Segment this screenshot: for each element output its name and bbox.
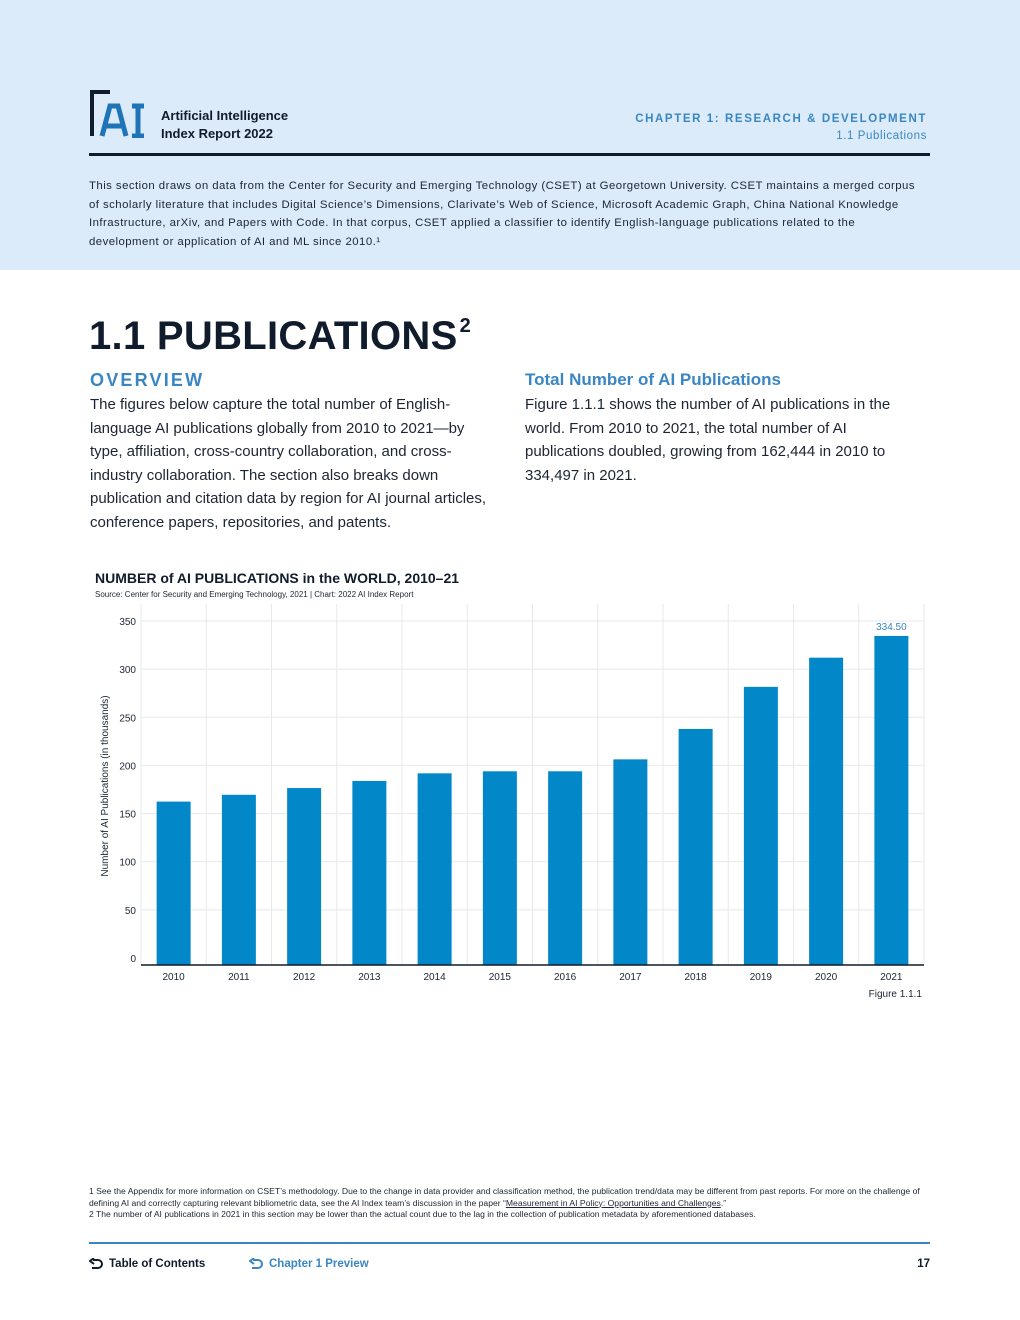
bar-2013 [352,781,386,965]
chapter-heading [635,111,927,144]
footnote-1 [89,1186,929,1209]
data-label-2021: 334.50 [876,621,907,633]
footer [89,1256,930,1272]
header-divider [89,153,930,156]
page-title [89,302,471,360]
x-tick-label: 2020 [815,972,838,983]
footer-divider [89,1242,930,1244]
x-tick-label: 2016 [554,972,577,983]
return-arrow-icon [89,1258,103,1271]
x-tick-label: 2010 [162,972,185,983]
x-tick-label: 2014 [423,972,446,983]
bar-2017 [613,759,647,965]
footnote-1-text: 1 See the Appendix for more information on CSET’s methodology. Due to the change in data provider and classification method, the publication trend/data may be different from past reports. For more on the challenge of defining AI and correctly capturing relevant bibliometric data, see the AI Index team’s discussion in the paper “ [89,1186,920,1208]
footnotes [89,1186,929,1221]
bar-2010 [157,802,191,965]
x-tick-label: 2011 [228,972,250,983]
total-publications-column [525,368,920,487]
table-of-contents-link[interactable] [89,1256,205,1272]
return-arrow-icon [249,1258,263,1271]
bar-2019 [744,687,778,965]
title-footnote-marker[interactable]: 2 [459,315,471,337]
report-title-line2: Index Report 2022 [161,126,273,141]
x-tick-label: 2021 [880,972,903,983]
figure-label: Figure 1.1.1 [868,989,922,1000]
bar-2011 [222,795,256,965]
x-tick-label: 2017 [619,972,642,983]
x-tick-label: 2019 [749,972,772,983]
report-title [161,107,288,143]
chapter-section: 1.1 Publications [836,130,927,142]
y-tick-label: 300 [119,665,136,677]
footnote-1-link[interactable]: Measurement in AI Policy: Opportunities and Challenges [505,1197,721,1208]
report-title-line1: Artificial Intelligence [161,108,289,123]
chart-source: Source: Center for Security and Emerging Technology, 2021 | Chart: 2022 AI Index Report [95,590,414,599]
footnote-2: 2 The number of AI publications in 2021 in this section may be lower than the actual count due to the lag in the collection of publication metadata by aforementioned databases. [89,1209,756,1219]
bar-2012 [287,788,321,965]
x-tick-label: 2013 [358,972,381,983]
total-publications-heading: Total Number of AI Publications [525,370,781,389]
footnote-1-end: .” [720,1197,727,1208]
y-tick-label: 100 [119,857,136,869]
chapter-preview-link[interactable] [249,1256,369,1272]
y-tick-label: 50 [124,905,136,917]
y-tick-label: 350 [119,617,136,628]
bar-2015 [483,771,517,965]
overview-column [90,368,495,534]
chapter-preview-label: Chapter 1 Preview [269,1258,369,1270]
x-tick-label: 2018 [684,972,707,983]
bar-2021 [874,636,908,965]
total-publications-text: Figure 1.1.1 shows the number of AI publications in the world. From 2010 to 2021, the total number of AI publications doubled, growing from 162,444 in 2010 to 334,497 in 2021. [525,396,891,484]
overview-text: The figures below capture the total number of English-language AI publications globally from 2010 to 2021—by type, affiliation, cross-country collaboration, and cross-industry collaboration. The section also breaks down publication and citation data by region for AI journal articles, conference papers, repositories, and patents. [90,396,487,531]
page-number: 17 [917,1258,930,1270]
bar-2016 [548,771,582,965]
page-title-text: 1.1 PUBLICATIONS [89,314,458,358]
y-tick-label: 200 [119,761,136,773]
chart-title: NUMBER of AI PUBLICATIONS in the WORLD, 2010–21 [95,570,460,586]
table-of-contents-label: Table of Contents [109,1258,206,1270]
x-tick-label: 2012 [293,972,316,983]
ai-index-logo [90,90,146,138]
x-tick-label: 2015 [488,972,511,983]
chapter-label: CHAPTER 1: RESEARCH & DEVELOPMENT [635,113,927,125]
bar-2018 [679,729,713,965]
y-tick-label: 0 [130,954,136,965]
y-axis-label: Number of AI Publications (in thousands) [100,695,111,877]
publications-bar-chart [90,600,930,990]
intro-paragraph: This section draws on data from the Center for Security and Emerging Technology (CSET) at Georgetown University. CSET maintains a merged corpus of scholarly literature that includes Digital Science’s Dimensions, Clarivate’s Web of Science, Microsoft Academic Graph, China National Knowledge Infrastructure, arXiv, and Papers with Code. In that corpus, CSET applied a classifier to identify English-language publications related to the development or application of AI and ML since 2010.¹ [89,180,915,248]
y-tick-label: 150 [119,809,136,821]
y-tick-label: 250 [119,713,136,725]
overview-heading: OVERVIEW [90,370,205,390]
bar-2020 [809,658,843,965]
bar-2014 [418,773,452,965]
